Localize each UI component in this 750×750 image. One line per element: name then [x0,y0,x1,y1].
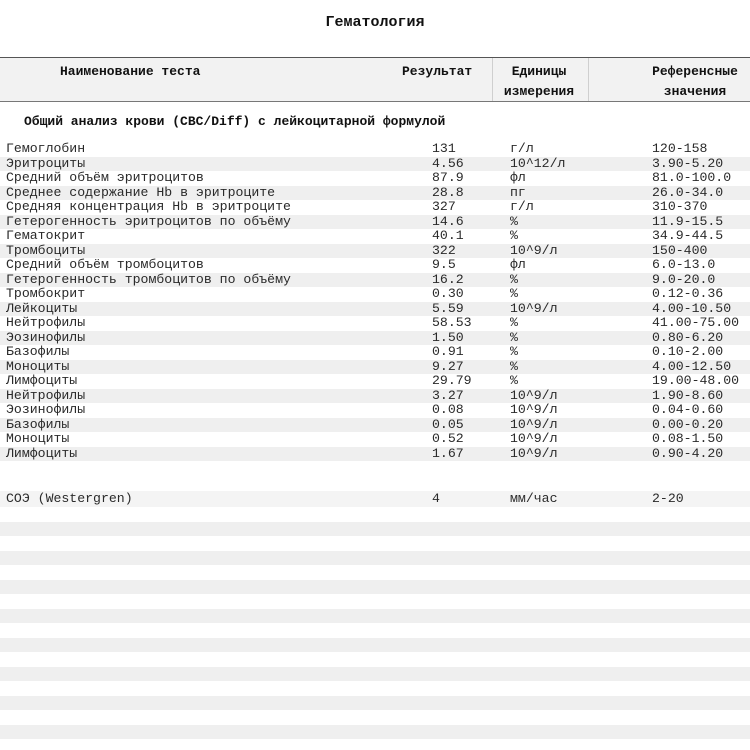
table-header [0,58,750,102]
test-unit: г/л [510,199,534,214]
test-reference: 2-20 [652,491,684,506]
test-unit: фл [510,257,526,272]
table-row [0,258,750,273]
test-unit: 10^9/л [510,416,558,432]
test-reference: 11.9-15.5 [652,213,724,229]
header-reference-line1: Референсные [652,64,738,79]
test-result: 40.1 [432,228,464,243]
test-name: Средний объём тромбоцитов [6,257,204,272]
header-reference [643,62,747,102]
test-name: Эозинофилы [6,402,86,417]
empty-row [0,536,750,551]
test-reference: 19.00-48.00 [652,373,740,388]
header-divider [588,58,589,102]
header-bottom-rule [0,101,750,102]
test-reference: 0.04-0.60 [652,402,724,417]
test-reference: 120-158 [652,141,708,156]
header-reference-line2: значения [663,84,727,99]
empty-row [0,522,750,537]
table-row [0,287,750,302]
test-result: 322 [432,242,456,258]
test-result: 58.53 [432,315,472,330]
test-unit: фл [510,170,526,185]
test-unit: 10^9/л [510,242,558,258]
header-units [492,62,586,102]
table-row [0,302,750,317]
empty-row [0,638,750,653]
test-name: Среднее содержание Hb в эритроците [6,184,276,200]
table-row [0,418,750,433]
table-row [0,215,750,230]
test-name: Моноциты [6,431,70,446]
test-result: 4 [432,491,440,506]
test-result: 87.9 [432,170,464,185]
page-title: Гематология [325,14,425,31]
test-unit: % [510,329,518,345]
test-unit: % [510,358,518,374]
test-name: Гематокрит [6,228,86,243]
header-result: Результат [402,64,473,79]
table-row [0,244,750,259]
test-reference: 6.0-13.0 [652,257,716,272]
table-row [0,186,750,201]
empty-row [0,725,750,740]
test-result: 0.08 [432,402,464,417]
table-row [0,432,750,447]
test-unit: г/л [510,141,534,156]
test-unit: % [510,373,518,388]
test-unit: % [510,228,518,243]
test-reference: 150-400 [652,242,708,258]
test-name: Гетерогенность эритроцитов по объёму [6,213,291,229]
table-row [0,157,750,172]
empty-row [0,696,750,711]
empty-row [0,580,750,595]
test-result: 0.30 [432,286,464,301]
test-name: Нейтрофилы [6,387,86,403]
test-unit: 10^9/л [510,445,558,461]
empty-row [0,710,750,725]
header-divider [492,58,493,102]
test-name: Эозинофилы [6,329,86,345]
test-unit: % [510,315,518,330]
test-reference: 0.08-1.50 [652,431,724,446]
test-unit: 10^9/л [510,402,558,417]
test-name: Нейтрофилы [6,315,86,330]
test-reference: 81.0-100.0 [652,170,732,185]
test-name: Средний объём эритроцитов [6,170,204,185]
test-name: Лейкоциты [6,300,78,316]
test-name: Лимфоциты [6,373,78,388]
test-name: Тромбокрит [6,286,86,301]
test-result: 3.27 [432,387,464,403]
table-row [0,403,750,418]
table-row [0,360,750,375]
test-reference: 26.0-34.0 [652,184,724,200]
test-name: Базофилы [6,344,70,359]
test-reference: 1.90-8.60 [652,387,724,403]
test-result: 131 [432,141,456,156]
header-units-line1: Единицы [511,64,567,79]
test-result: 9.5 [432,257,456,272]
test-unit: 10^12/л [510,155,566,171]
section-title: Общий анализ крови (CBC/Diff) с лейкоцитарной формулой [24,114,446,129]
table-row [0,447,750,462]
test-result: 0.52 [432,431,464,446]
test-name: Базофилы [6,416,70,432]
test-unit: 10^9/л [510,431,558,446]
test-result: 9.27 [432,358,464,374]
test-reference: 4.00-12.50 [652,358,732,374]
test-unit: % [510,344,518,359]
table-row [0,142,750,157]
test-name: Гетерогенность тромбоцитов по объёму [6,271,291,287]
test-reference: 0.10-2.00 [652,344,724,359]
empty-row [0,551,750,566]
test-reference: 3.90-5.20 [652,155,724,171]
results-table-body [0,142,750,461]
table-row-esr [0,491,750,507]
test-reference: 0.12-0.36 [652,286,724,301]
table-row [0,200,750,215]
table-row [0,316,750,331]
test-result: 16.2 [432,271,464,287]
test-reference: 310-370 [652,199,708,214]
test-reference: 0.90-4.20 [652,445,724,461]
test-unit: % [510,213,518,229]
test-unit: 10^9/л [510,387,558,403]
test-result: 4.56 [432,155,464,171]
test-unit: % [510,286,518,301]
test-name: Гемоглобин [6,141,86,156]
table-row [0,374,750,389]
test-reference: 9.0-20.0 [652,271,716,287]
test-result: 0.91 [432,344,464,359]
test-reference: 4.00-10.50 [652,300,732,316]
test-name: Моноциты [6,358,70,374]
empty-row [0,609,750,624]
empty-row [0,507,750,522]
test-unit: % [510,271,518,287]
test-unit: пг [510,184,526,200]
test-result: 14.6 [432,213,464,229]
empty-row [0,594,750,609]
test-reference: 34.9-44.5 [652,228,724,243]
test-unit: 10^9/л [510,300,558,316]
header-test-name: Наименование теста [60,64,201,79]
test-result: 28.8 [432,184,464,200]
test-name: СОЭ (Westergren) [6,491,133,506]
test-reference: 0.80-6.20 [652,329,724,345]
table-row [0,331,750,346]
test-unit: мм/час [510,491,558,506]
test-result: 5.59 [432,300,464,316]
test-result: 1.67 [432,445,464,461]
test-reference: 0.00-0.20 [652,416,724,432]
test-reference: 41.00-75.00 [652,315,740,330]
header-units-line2: измерения [503,84,575,99]
table-row [0,171,750,186]
table-row [0,389,750,404]
test-name: Тромбоциты [6,242,86,258]
test-result: 29.79 [432,373,472,388]
test-result: 0.05 [432,416,464,432]
empty-table-area [0,507,750,750]
table-row [0,345,750,360]
table-row [0,273,750,288]
test-name: Средняя концентрация Hb в эритроците [6,199,291,214]
empty-row [0,652,750,667]
table-row [0,229,750,244]
test-name: Эритроциты [6,155,86,171]
test-result: 1.50 [432,329,464,345]
empty-row [0,565,750,580]
test-name: Лимфоциты [6,445,78,461]
empty-row [0,681,750,696]
empty-row [0,623,750,638]
empty-row [0,667,750,682]
test-result: 327 [432,199,456,214]
